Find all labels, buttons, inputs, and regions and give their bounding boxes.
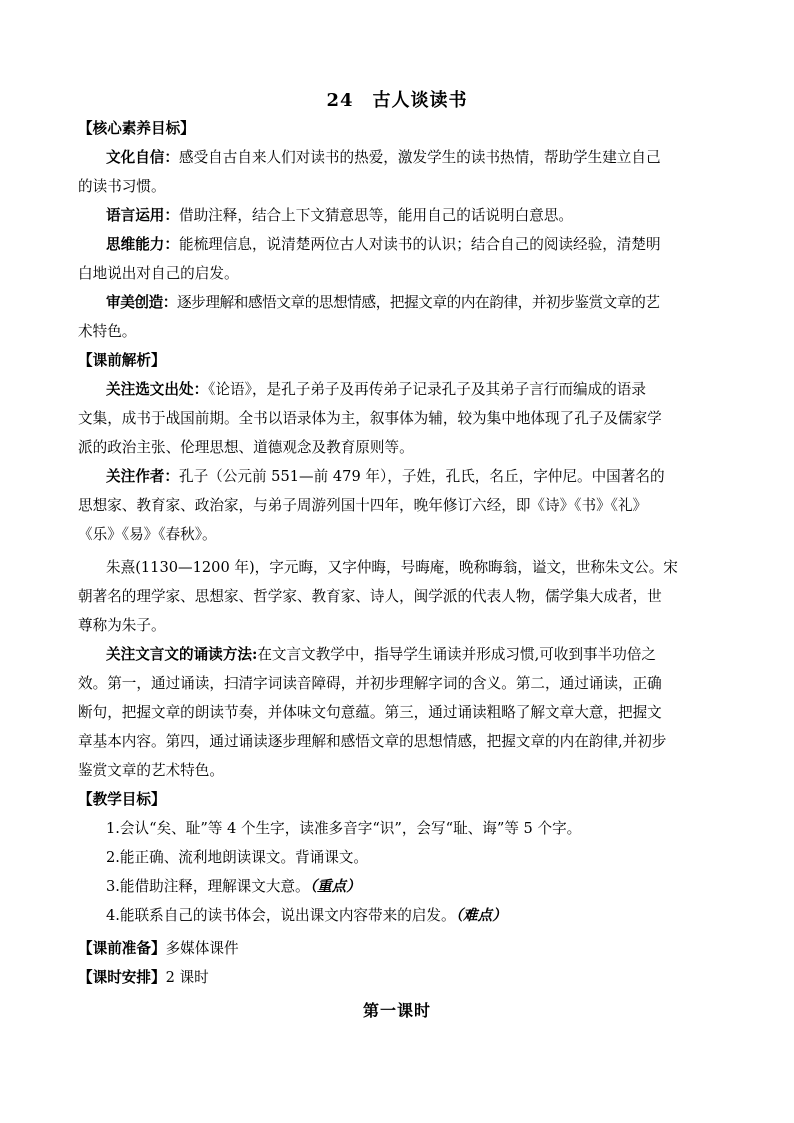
source-label: 关注选文出处： bbox=[106, 381, 209, 398]
thinking-goal-line bbox=[106, 230, 718, 259]
source-line bbox=[106, 375, 718, 404]
aesthetic-label: 审美创造： bbox=[106, 294, 177, 311]
author-line bbox=[106, 462, 718, 491]
method-line-4: 章基本内容。第四，通过诵读逐步理解和感悟文章的思想情感，把握文章的内在韵律,并初步 bbox=[78, 733, 667, 750]
teaching-goal-text: 4.能联系自己的读书体会，说出课文内容带来的启发。 bbox=[106, 907, 456, 924]
source-text: 《论语》，是孔子弟子及再传弟子记录孔子及其弟子言行而编成的语录 bbox=[208, 381, 646, 398]
teaching-goal-item: 2.能正确、流利地朗读课文。背诵课文。 bbox=[106, 849, 369, 866]
aesthetic-goal-line bbox=[106, 288, 718, 317]
schedule-heading: 【课时安排】 bbox=[78, 969, 166, 986]
thinking-text: 能梳理信息，说清楚两位古人对读书的认识；结合自己的阅读经验，清楚明 bbox=[178, 236, 661, 253]
language-goal-line bbox=[106, 201, 718, 230]
source-line-2: 文集，成书于战国前期。全书以语录体为主，叙事体为辅，较为集中地体现了孔子及儒家学 bbox=[78, 410, 662, 427]
method-label: 关注文言文的诵读方法: bbox=[106, 646, 258, 663]
author-line-3: 《乐》《易》《春秋》。 bbox=[78, 526, 217, 543]
culture-label: 文化自信： bbox=[106, 149, 179, 166]
schedule-text: 2 课时 bbox=[165, 969, 209, 986]
preparation-heading: 【课前准备】 bbox=[78, 940, 166, 957]
method-line-5: 鉴赏文章的艺术特色。 bbox=[78, 762, 224, 779]
pre-analysis-heading: 【课前解析】 bbox=[78, 352, 166, 369]
lesson-subtitle: 第一课时 bbox=[362, 1001, 431, 1020]
key-point-tag: （重点） bbox=[309, 878, 361, 895]
teaching-goal-text: 3.能借助注释，理解课文大意。 bbox=[106, 878, 310, 895]
preparation-text: 多媒体课件 bbox=[165, 940, 239, 957]
thinking-goal-line-2: 白地说出对自己的启发。 bbox=[78, 265, 239, 282]
aesthetic-text: 逐步理解和感悟文章的思想情感，把握文章的内在韵律，并初步鉴赏文章的艺 bbox=[176, 294, 660, 311]
method-text: 在文言文教学中，指导学生诵读并形成习惯,可收到事半功倍之 bbox=[257, 646, 657, 663]
teaching-goal-item bbox=[106, 872, 718, 901]
teaching-goal-item: 1.会认“矣、耻”等 4 个生字，读准多音字“识”，会写“耻、诲”等 5 个字。 bbox=[106, 820, 582, 837]
zhuxi-line-2: 朝著名的理学家、思想家、哲学家、教育家、诗人，闽学派的代表人物，儒学集大成者，世 bbox=[78, 588, 662, 605]
author-label: 关注作者： bbox=[106, 468, 179, 485]
zhuxi-line: 朱熹(1130—1200 年)，字元晦，又字仲晦，号晦庵，晚称晦翁，谥文，世称朱文公。宋 bbox=[106, 559, 678, 576]
method-line-2: 效。第一，通过诵读，扫清字词读音障碍，并初步理解字词的含义。第二，通过诵读，正确 bbox=[78, 675, 662, 692]
source-line-3: 派的政治主张、伦理思想、道德观念及教育原则等。 bbox=[78, 439, 414, 456]
thinking-label: 思维能力： bbox=[106, 236, 179, 253]
author-line-2: 思想家、教育家、政治家，与弟子周游列国十四年，晚年修订六经，即《诗》《书》《礼》 bbox=[78, 497, 648, 514]
teaching-goals-heading: 【教学目标】 bbox=[78, 791, 166, 808]
page-title: 24 古人谈读书 bbox=[326, 90, 468, 111]
culture-text: 感受自古自来人们对读书的热爱，激发学生的读书热情，帮助学生建立自己 bbox=[178, 149, 661, 166]
zhuxi-line-3: 尊称为朱子。 bbox=[78, 617, 166, 634]
schedule-line bbox=[78, 963, 718, 992]
culture-goal-line-2: 的读书习惯。 bbox=[78, 178, 166, 195]
difficult-point-tag: （难点） bbox=[455, 907, 507, 924]
core-goals-heading: 【核心素养目标】 bbox=[78, 120, 195, 137]
preparation-line bbox=[78, 934, 718, 963]
culture-goal-line bbox=[106, 143, 718, 172]
aesthetic-goal-line-2: 术特色。 bbox=[78, 323, 137, 340]
teaching-goal-item bbox=[106, 901, 718, 930]
author-text: 孔子（公元前 551—前 479 年），子姓，孔氏，名丘，字仲尼。中国著名的 bbox=[178, 468, 665, 485]
method-line-3: 断句，把握文章的朗读节奏，并体味文句意蕴。第三，通过诵读粗略了解文章大意，把握文 bbox=[78, 704, 662, 721]
method-line bbox=[106, 640, 718, 669]
language-text: 借助注释，结合上下文猜意思等，能用自己的话说明白意思。 bbox=[178, 207, 574, 224]
language-label: 语言运用： bbox=[106, 207, 179, 224]
